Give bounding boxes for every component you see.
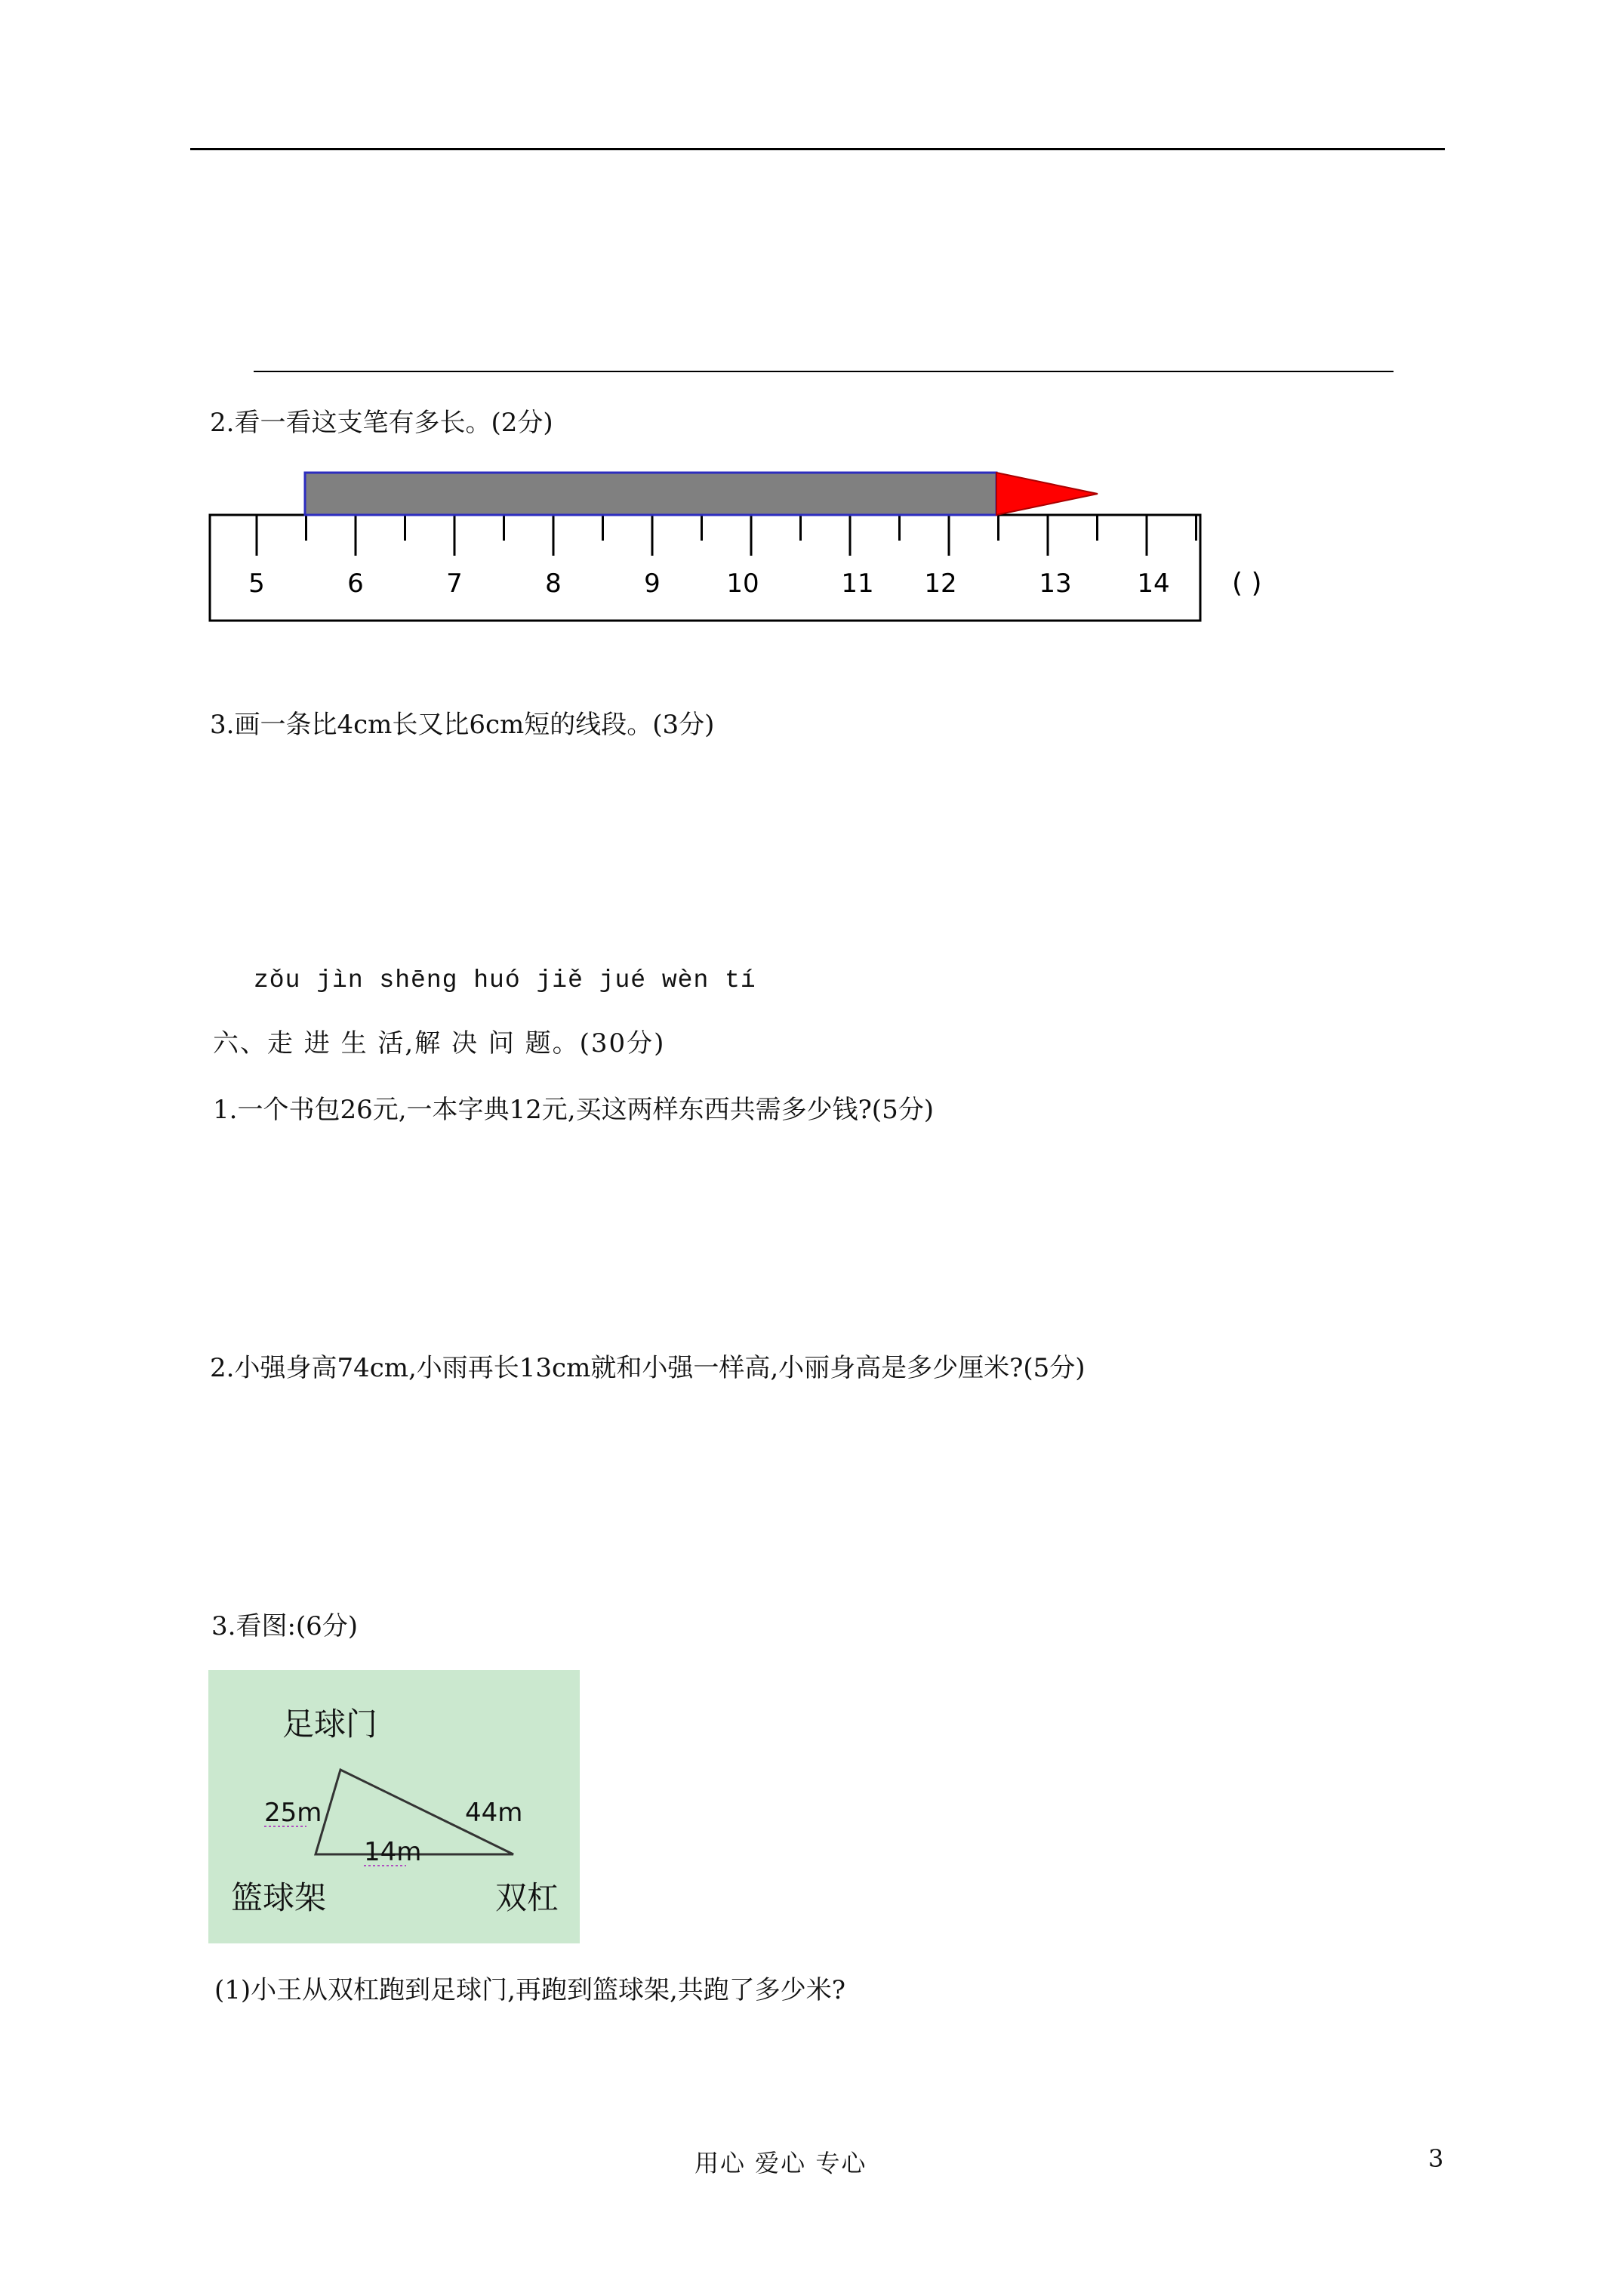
length-right: 44m [465, 1798, 523, 1828]
sub-question-1: (1)小王从双杠跑到足球门,再跑到篮球架,共跑了多少米? [214, 1975, 846, 2005]
footer-slogan: 用心 爱心 专心 [694, 2149, 867, 2177]
ruler-label: 8 [545, 569, 562, 599]
question-height-title: 2.小强身高74cm,小雨再长13cm就和小强一样高,小丽身高是多少厘米?(5分) [210, 1353, 1086, 1383]
question-draw-segment-title: 3.画一条比4cm长又比6cm短的线段。(3分) [210, 710, 715, 740]
question-pen-length-title: 2.看一看这支笔有多长。(2分) [210, 408, 553, 438]
section-title: 六、走 进 生 活,解 决 问 题。(30分) [213, 1028, 666, 1059]
label-goal: 足球门 [282, 1706, 378, 1743]
pen-tip [996, 473, 1098, 515]
ruler-label: 7 [446, 569, 463, 599]
ruler-svg [202, 467, 1365, 640]
label-basket: 篮球架 [231, 1879, 327, 1916]
pen-body [305, 473, 996, 515]
ruler-label: 5 [248, 569, 265, 599]
ruler-label: 12 [924, 569, 957, 599]
question-look-figure-title: 3.看图:(6分) [211, 1611, 359, 1641]
ruler-body [210, 515, 1200, 621]
question-schoolbag-title: 1.一个书包26元,一本字典12元,买这两样东西共需多少钱?(5分) [213, 1095, 934, 1125]
field-map-svg [208, 1670, 580, 1943]
ruler-label: 6 [347, 569, 364, 599]
page-number: 3 [1428, 2144, 1444, 2173]
ruler-label: 10 [726, 569, 759, 599]
ruler-label: 9 [644, 569, 661, 599]
label-bars: 双杠 [495, 1879, 559, 1916]
top-rule [190, 148, 1445, 150]
length-left: 25m [264, 1798, 322, 1828]
ruler-label: 13 [1039, 569, 1072, 599]
answer-line [254, 371, 1394, 372]
ruler-figure [202, 467, 1365, 640]
field-map-figure [208, 1670, 580, 1943]
ruler-label: 14 [1137, 569, 1170, 599]
length-bottom: 14m [364, 1837, 422, 1867]
ruler-label: 11 [841, 569, 874, 599]
section-pinyin: zǒu jìn shēng huó jiě jué wèn tí [254, 966, 756, 994]
answer-blank: ( ) [1232, 568, 1262, 599]
